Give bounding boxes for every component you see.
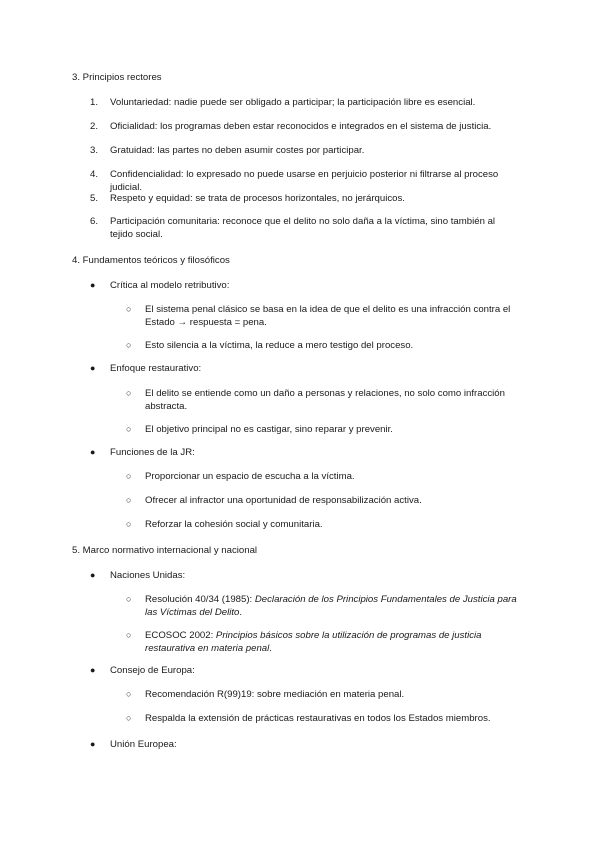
bullet-icon: ● [90,447,96,457]
bullet-icon: ● [90,665,96,675]
circle-bullet-icon: ○ [126,630,132,640]
bullet-icon: ● [90,280,96,290]
circle-bullet-icon: ○ [126,424,132,434]
circle-bullet-icon: ○ [126,594,132,604]
section-heading-3: 3. Principios rectores [72,72,162,83]
circle-bullet-icon: ○ [126,519,132,529]
section-heading-4: 4. Fundamentos teóricos y filosóficos [72,255,230,266]
bullet-icon: ● [90,570,96,580]
circle-bullet-icon: ○ [126,340,132,350]
circle-bullet-icon: ○ [126,689,132,699]
circle-bullet-icon: ○ [126,304,132,314]
circle-bullet-icon: ○ [126,471,132,481]
circle-bullet-icon: ○ [126,388,132,398]
section-heading-5: 5. Marco normativo internacional y nacional [72,545,258,556]
bullet-icon: ● [90,739,96,749]
circle-bullet-icon: ○ [126,495,132,505]
circle-bullet-icon: ○ [126,713,132,723]
bullet-icon: ● [90,363,96,373]
document-page: 3. Principios rectores 1. Voluntariedad: nadie puede ser obligado a participar; la participación libre es esencial. 2. Oficialidad: los programas deben estar reconocidos e integrados en el sistema de justicia. 3. Gratuidad: las partes no deben asumir costes por participar. 4. Confidencialidad: lo expresado no puede usarse en perjuicio posterior ni filtrarse al proceso judicial. 5. Respeto y equidad: se trata de procesos horizontales, no jerárquicos. 6. Participación comunitaria: reconoce que el delito no solo daña a la víctima, sino también al tejido social. 4. Fundamentos teóricos y filosóficos ● Crítica al modelo retributivo: ○ El sistema penal clásico se basa en la idea de que el delito es una infracción contra el Estado → respuesta = pena. ○ Esto silencia a la víctima, la reduce a mero testigo del proceso. ● Enfoque restaurativo: ○ El delito se entiende como un daño a personas y relaciones, no solo como infracción abstracta. ○ El objetivo principal no es castigar, sino reparar y prevenir. ● Funciones de la JR: ○ Proporcionar un espacio de escucha a la víctima. ○ Ofrecer al infractor una oportunidad de responsabilización activa. ○ Reforzar la cohesión social y comunitaria. 5. Marco normativo internacional y nacional ● Naciones Unidas: ○ Resolución 40/34 (1985): Declaración de los Principios Fundamentales de Justicia para las Víctimas del Delito. ○ ECOSOC 2002: Principios básicos sobre la utilización de programas de justicia restaurativa en materia penal. ● Consejo de Europa: ○ Recomendación R(99)19: sobre mediación en materia penal. ○ Respalda la extensión de prácticas restaurativas en todos los Estados miembros. ● Unión Europea: [72,72,517,750]
